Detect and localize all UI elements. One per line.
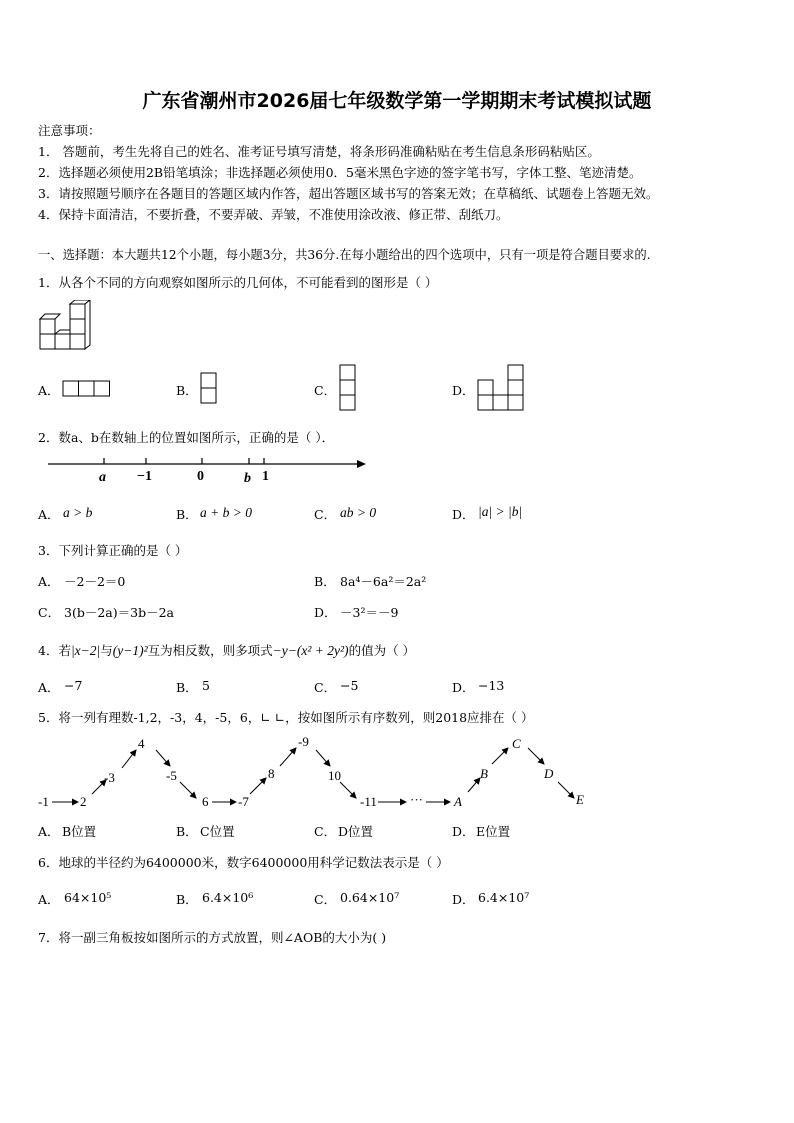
- seq-num: -11: [360, 794, 377, 809]
- q3-option-d: －3²＝－9: [340, 605, 399, 620]
- q6-option-a: 64×10⁵: [64, 890, 112, 905]
- q3-option-a-label: A．: [38, 574, 60, 589]
- q4-option-b: 5: [202, 678, 210, 693]
- seq-label-e: E: [576, 792, 584, 807]
- q5-option-d: E位置: [476, 824, 511, 839]
- q2-option-c: ab > 0: [340, 505, 377, 520]
- q4-option-d-label: D．: [452, 680, 475, 695]
- seq-num: 6: [202, 794, 209, 809]
- question-3-stem: 3．下列计算正确的是（ ）: [38, 543, 188, 558]
- notice-item: 3．请按照题号顺序在各题目的答题区域内作答，超出答题区域书写的答案无效；在草稿纸、试题卷上答题无效。: [38, 186, 659, 201]
- seq-label-d: D: [544, 766, 554, 781]
- q6-option-c-label: C．: [314, 892, 337, 907]
- axis-label-1: 1: [262, 469, 269, 484]
- q4-option-d: −13: [478, 678, 505, 693]
- seq-num: -9: [298, 734, 309, 749]
- q3-option-d-label: D．: [314, 605, 337, 620]
- axis-label-0: 0: [197, 469, 204, 484]
- q1-option-c-label: C．: [314, 383, 337, 398]
- q5-option-a: B位置: [62, 824, 97, 839]
- q2-option-d: |a| > |b|: [478, 504, 523, 519]
- q2-option-d-label: D．: [452, 507, 475, 522]
- seq-num: -1: [38, 794, 49, 809]
- q2-option-c-label: C．: [314, 507, 337, 522]
- axis-label-neg1: −1: [137, 469, 152, 484]
- notice-heading: 注意事项：: [38, 123, 101, 138]
- q6-option-b-label: B．: [176, 892, 198, 907]
- q6-option-c: 0.64×10⁷: [340, 890, 400, 905]
- q1-option-d-figure: [477, 364, 527, 412]
- notice-item: 1． 答题前，考生先将自己的姓名、准考证号填写清楚，将条形码准确粘贴在考生信息条形码粘贴区。: [38, 144, 600, 159]
- q5-option-b: C位置: [200, 824, 235, 839]
- q4-option-a-label: A．: [38, 680, 60, 695]
- question-1-stem: 1．从各个不同的方向观察如图所示的几何体，不可能看到的图形是（ ）: [38, 275, 438, 290]
- q2-option-b-label: B．: [176, 507, 198, 522]
- seq-num: -5: [166, 768, 177, 783]
- q1-option-b-label: B．: [176, 383, 198, 398]
- q2-option-a-label: A．: [38, 507, 60, 522]
- q6-option-d-label: D．: [452, 892, 475, 907]
- q6-option-d: 6.4×10⁷: [478, 890, 530, 905]
- question-7-stem: 7．将一副三角板按如图所示的方式放置，则∠AOB的大小为( ): [38, 930, 387, 945]
- q5-option-c-label: C．: [314, 824, 337, 839]
- q2-option-b: a + b > 0: [200, 505, 252, 520]
- seq-num: 4: [138, 736, 145, 751]
- q1-option-c-figure: [339, 364, 359, 412]
- q1-option-d-label: D．: [452, 383, 475, 398]
- q1-option-a-label: A．: [38, 383, 60, 398]
- q5-sequence-diagram: [36, 732, 596, 812]
- question-6-stem: 6．地球的半径约为6400000米，数字6400000用科学记数法表示是（ ）: [38, 855, 449, 870]
- seq-label-b: B: [480, 766, 488, 781]
- q4-option-b-label: B．: [176, 680, 198, 695]
- q5-option-c: D位置: [338, 824, 374, 839]
- seq-num: 8: [268, 766, 275, 781]
- seq-num: ···: [410, 792, 423, 807]
- q6-option-a-label: A．: [38, 892, 60, 907]
- notice-item: 2．选择题必须使用2B铅笔填涂；非选择题必须使用0．5毫米黑色字迹的签字笔书写，字体工整、笔迹清楚。: [38, 165, 642, 180]
- question-5-stem: 5．将一列有理数-1,2，-3，4，-5，6，∟ ∟，按如图所示有序数列，则2018应排在（ ）: [38, 710, 534, 725]
- seq-num: -7: [238, 794, 249, 809]
- q4-option-a: −7: [64, 678, 83, 693]
- q1-solid-figure: [38, 300, 94, 354]
- seq-label-a: A: [454, 794, 462, 809]
- q2-option-a: a > b: [63, 505, 93, 520]
- q1-option-b-figure: [200, 372, 220, 405]
- page-title: 广东省潮州市2026届七年级数学第一学期期末考试模拟试题: [142, 90, 652, 112]
- seq-num: -3: [104, 770, 115, 785]
- question-2-stem: 2．数a、b在数轴上的位置如图所示，正确的是（ ）．: [38, 430, 335, 445]
- q3-option-b: 8a⁴－6a²＝2a²: [340, 574, 427, 589]
- q4-option-c: −5: [340, 678, 359, 693]
- seq-num: 10: [328, 768, 341, 783]
- q2-number-line: [40, 452, 380, 486]
- notice-item: 4．保持卡面清洁，不要折叠，不要弄破、弄皱，不准使用涂改液、修正带、刮纸刀。: [38, 207, 509, 222]
- question-4-stem: 4．若|x−2|与(y−1)²互为相反数，则多项式−y−(x² + 2y²)的值为（ ）: [38, 643, 416, 658]
- q5-option-d-label: D．: [452, 824, 475, 839]
- q3-option-c: 3(b－2a)＝3b－2a: [64, 605, 174, 620]
- section-heading: 一、选择题：本大题共12个小题，每小题3分，共36分.在每小题给出的四个选项中，只有一项是符合题目要求的.: [38, 248, 651, 262]
- q3-option-c-label: C．: [38, 605, 61, 620]
- q5-option-b-label: B．: [176, 824, 198, 839]
- q1-option-a-figure: [62, 380, 112, 397]
- q3-option-b-label: B．: [314, 574, 336, 589]
- q3-option-a: －2－2＝0: [64, 574, 126, 589]
- q5-option-a-label: A．: [38, 824, 60, 839]
- axis-label-a: a: [99, 470, 106, 485]
- seq-num: 2: [80, 794, 87, 809]
- seq-label-c: C: [512, 736, 521, 751]
- axis-label-b: b: [244, 471, 251, 486]
- q6-option-b: 6.4×10⁶: [202, 890, 254, 905]
- q4-option-c-label: C．: [314, 680, 337, 695]
